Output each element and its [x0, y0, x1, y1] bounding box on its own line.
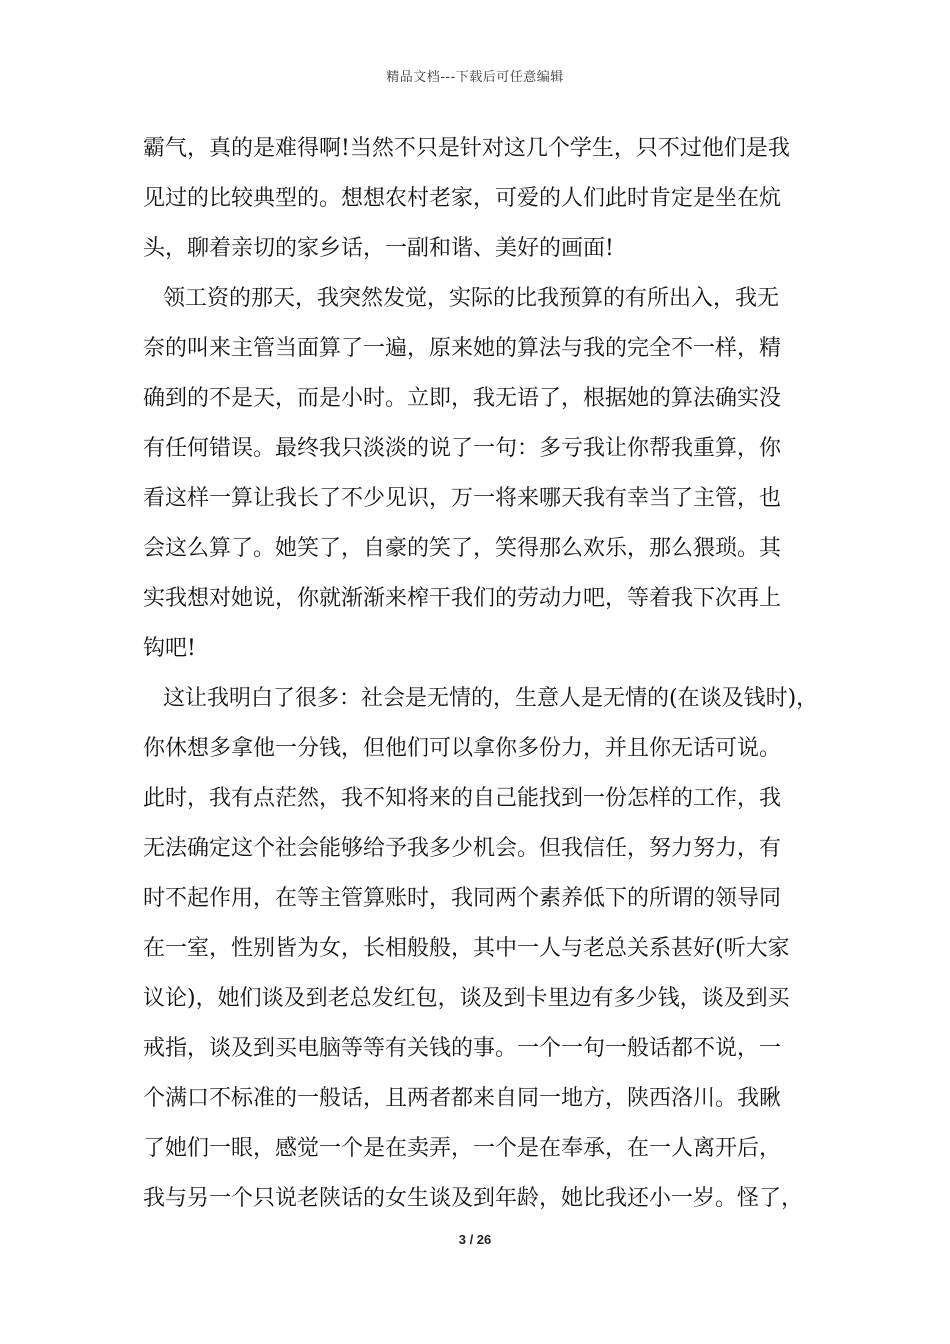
text-line: 领工资的那天，我突然发觉，实际的比我预算的有所出入，我无: [163, 286, 780, 311]
paragraph-2: [143, 274, 813, 674]
text-line: 个满口不标准的一般话，且两者都来自同一地方，陕西洛川。我瞅: [143, 1086, 782, 1111]
text-line: 无法确定这个社会能够给予我多少机会。但我信任，努力努力，有: [143, 836, 782, 861]
text-line: 了她们一眼，感觉一个是在卖弄，一个是在奉承，在一人离开后，: [143, 1136, 782, 1161]
text-line: 时不起作用，在等主管算账时，我同两个素养低下的所谓的领导同: [143, 886, 782, 911]
text-line: 在一室，性别皆为女，长相般般，其中一人与老总关系甚好(听大家: [143, 936, 790, 961]
text-line: 这让我明白了很多：社会是无情的，生意人是无情的(在谈及钱时)，: [163, 686, 819, 711]
text-line: 会这么算了。她笑了，自豪的笑了，笑得那么欢乐，那么猥琐。其: [143, 536, 782, 561]
paragraph-3: [143, 674, 819, 1224]
paragraph-1: [143, 124, 813, 274]
text-line: 看这样一算让我长了不少见识，万一将来哪天我有幸当了主管，也: [143, 486, 782, 511]
text-line: 见过的比较典型的。想想农村老家，可爱的人们此时肯定是坐在炕: [143, 186, 782, 211]
text-line: 头，聊着亲切的家乡话，一副和谐、美好的画面!: [143, 236, 614, 261]
page-number: 3 / 26: [458, 1232, 492, 1247]
text-line: 钩吧!: [143, 636, 196, 661]
text-line: 奈的叫来主管当面算了一遍，原来她的算法与我的完全不一样，精: [143, 336, 782, 361]
text-line: 确到的不是天，而是小时。立即，我无语了，根据她的算法确实没: [143, 386, 782, 411]
text-line: 此时，我有点茫然，我不知将来的自己能找到一份怎样的工作，我: [143, 786, 782, 811]
text-line: 有任何错误。最终我只淡淡的说了一句：多亏我让你帮我重算，你: [143, 436, 782, 461]
text-line: 你休想多拿他一分钱，但他们可以拿你多份力，并且你无话可说。: [143, 736, 782, 761]
document-body: [143, 124, 819, 1224]
text-line: 我与另一个只说老陕话的女生谈及到年龄，她比我还小一岁。怪了，: [143, 1186, 804, 1211]
page-header: 精品文档---下载后可任意编辑: [386, 70, 564, 85]
text-line: 议论)，她们谈及到老总发红包，谈及到卡里边有多少钱，谈及到买: [143, 986, 790, 1011]
text-line: 实我想对她说，你就渐渐来榨干我们的劳动力吧，等着我下次再上: [143, 586, 782, 611]
text-line: 戒指，谈及到买电脑等等有关钱的事。一个一句一般话都不说，一: [143, 1036, 782, 1061]
text-line: 霸气，真的是难得啊!当然不只是针对这几个学生，只不过他们是我: [143, 136, 790, 161]
